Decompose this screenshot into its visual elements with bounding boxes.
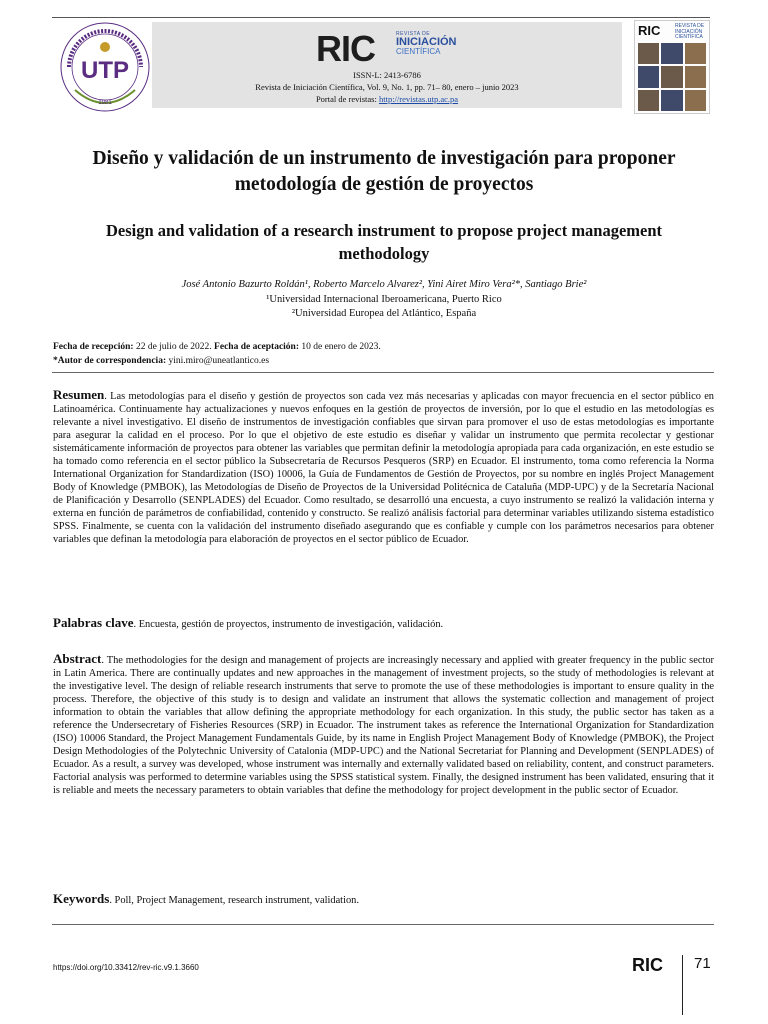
title-english: Design and validation of a research instrument to propose project management methodology xyxy=(105,221,663,263)
keywords-text: . Poll, Project Management, research instrument, validation. xyxy=(109,895,359,906)
svg-text:1981: 1981 xyxy=(98,100,112,106)
portal-label: Portal de revistas: xyxy=(315,94,377,104)
section-rule xyxy=(52,372,714,373)
corresponding-email[interactable]: yini.miro@uneatlantico.es xyxy=(168,356,270,366)
cover-subtitle: REVISTA DE INICIACIÓN CIENTÍFICA xyxy=(675,23,705,40)
affiliation-1: ¹Universidad Internacional Iberoamericana, Puerto Rico xyxy=(266,294,502,305)
corresponding-label: *Autor de correspondencia: xyxy=(53,356,167,366)
accepted-date: 10 de enero de 2023. xyxy=(301,342,381,352)
journal-cover-thumbnail xyxy=(634,20,710,114)
portal-line xyxy=(152,94,622,104)
palabras-clave-text: . Encuesta, gestión de proyectos, instrumento de investigación, validación. xyxy=(133,619,444,630)
received-label: Fecha de recepción: xyxy=(53,342,134,352)
issn: ISSN-L: 2413-6786 xyxy=(353,70,421,80)
keywords-paragraph xyxy=(53,892,714,907)
article-dates xyxy=(53,340,381,368)
resumen-text: . Las metodologías para el diseño y gestión de proyectos son cada vez más necesarias y aplicadas con mayor frecuencia en el sector público en Latinoamérica. Continuamente hay actualizaciones y nuevos enfoques en la gestión de proyectos de inversión, por lo que el estudio en las metodologías es relevante a nivel investigativo. El diseño de instrumentos de investigación confiables que sirvan para promover el uso de estas metodologías es importante para asegurar la calidad en el proceso. Por lo que el objetivo de este estudio es diseñar y validar un instrumento que permita recolectar y gestionar sistemáticamente información de proyectos para obtener las variables que permitan definir la metodología apropiada para cada organización, en este estudio se ha tomado como referencia en el sector público la Subsecretaría de Recursos Pesqueros (SRP) en Ecuador. El instrumento, toma como referencia la Norma International Organization for Standardization (ISO) 10006, la Guía de Fundamentos de Gestión de Proyectos, por su nombre en inglés Project Management Body of Knowledge (PMBOK), las Metodologías de Diseño de Proyectos de la Universidad Politécnica de Cataluña (MDP-UPC) y de la Secretaría Nacional de Planificación y Desarrollo (SENPLADES) del Ecuador. Como resultado, se desarrolló una encuesta, a cuyo instrumento se realizó la validación interna y externa en función de parámetros de confiabilidad, contenido y constructo. Se realizó análisis factorial para determinar variables utilizando sistema estadístico SPSS. Finalmente, se cuenta con la validación del instrumento diseñado asegurando que es confiable y cumple con los parámetros necesarios para obtener variables que definan la metodología para elaboración de proyectos en el sector público de Ecuador. xyxy=(53,391,714,545)
cover-photo-grid xyxy=(638,43,706,111)
authors: José Antonio Bazurto Roldán¹, Roberto Marcelo Alvarez², Yini Airet Miro Vera²*, Santiago Brie² xyxy=(181,279,587,290)
footer-divider xyxy=(682,955,683,1015)
doi-link[interactable]: https://doi.org/10.33412/rev-ric.v9.1.3660 xyxy=(53,963,199,972)
palabras-clave-paragraph xyxy=(53,616,714,631)
footer-journal-logo: RIC xyxy=(632,955,663,975)
citation: Revista de Iniciación Científica, Vol. 9, No. 1, pp. 71– 80, enero – junio 2023 xyxy=(255,82,519,92)
university-seal-logo xyxy=(55,20,155,115)
page-number: 71 xyxy=(694,955,711,972)
abstract-paragraph xyxy=(53,652,714,797)
accepted-label: Fecha de aceptación: xyxy=(214,342,299,352)
palabras-clave-label: Palabras clave xyxy=(53,615,134,630)
abstract-text: . The methodologies for the design and management of projects are increasingly necessary and applied with greater frequency in the public sector in Latin America. There are continually updates and new approaches in the management of investment projects, so the study of methodologies is relevant at the investigative level. The design of reliable research instruments that serve to promote the use of these methodologies is important to ensure quality in the process. Therefore, the objective of this study is to design and validate an instrument that allows the systematic collection and management of project information to obtain the variables that allow defining the appropriate methodology for each organization. In this study, the public sector has taken as a reference the Undersecretary of Fisheries Resources (SRP) in Ecuador. The instrument takes as reference the International Organization for Standardization (ISO) 10006 Standard, the Project Management Fundamentals Guide, by its name in English Project Management Body of Knowledge (PMBOK), the Project Design Methodologies of the Polytechnic University of Catalonia (MDP-UPC) and the National Secretariat for Planning and Development (SENPLADES) of Ecuador. As a result, a survey was developed, whose instrument was internally and externally validated based on reliability, content, and construct parameters. Factorial analysis was performed to determine variables using the SPSS statistical system. Finally, the designed instrument has been validated, ensuring that it is reliable and meets the necessary parameters to obtain variables that define the methodology for project development in the public sector of Ecuador. xyxy=(53,655,714,796)
portal-link[interactable]: http://revistas.utp.ac.pa xyxy=(378,94,459,104)
received-date: 22 de julio de 2022. xyxy=(135,342,212,352)
resumen-paragraph xyxy=(53,388,714,546)
svg-text:UTP: UTP xyxy=(81,57,129,84)
ric-logo-subtitle: REVISTA DE INICIACIÓN CIENTÍFICA xyxy=(396,31,457,56)
journal-banner xyxy=(152,22,622,108)
abstract-label: Abstract xyxy=(53,651,102,666)
title-spanish: Diseño y validación de un instrumento de investigación para proponer metodología de gestión de proyectos xyxy=(92,148,676,195)
affiliation-2: ²Universidad Europea del Atlántico, España xyxy=(291,308,477,319)
footer-rule xyxy=(52,924,714,925)
top-rule xyxy=(52,17,710,18)
cover-title: RIC xyxy=(638,23,661,38)
keywords-label: Keywords xyxy=(53,891,110,906)
ric-logo-text: RIC xyxy=(316,28,375,69)
resumen-label: Resumen xyxy=(53,387,105,402)
